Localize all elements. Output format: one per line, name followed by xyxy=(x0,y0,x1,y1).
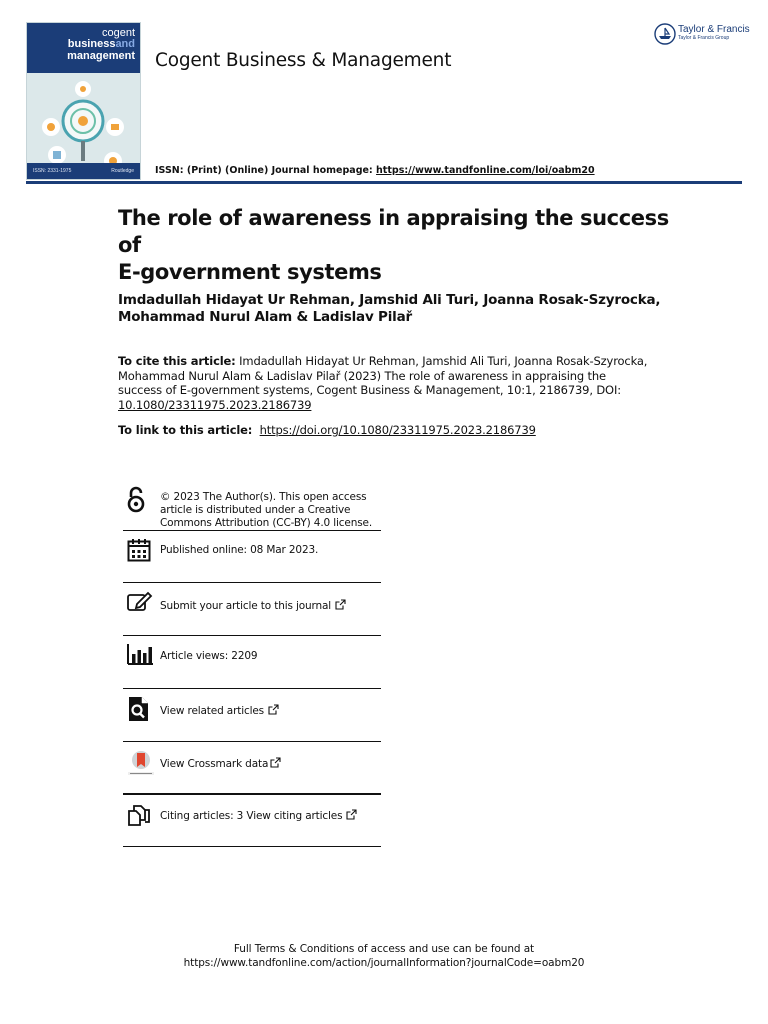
terms-footer xyxy=(0,942,768,970)
cover-line-1: cogent xyxy=(101,27,135,39)
crossmark-row[interactable] xyxy=(123,742,381,795)
open-access-text xyxy=(160,491,372,530)
issn-line xyxy=(155,165,595,176)
citing-row[interactable] xyxy=(123,795,381,847)
external-link-icon xyxy=(270,757,281,768)
cite-label: To cite this article: xyxy=(118,354,236,368)
authors-line-2: Mohammad Nurul Alam & Ladislav Pilař xyxy=(118,309,412,325)
external-link-icon xyxy=(346,809,357,820)
published-text: Published online: 08 Mar 2023. xyxy=(160,544,319,556)
article-title-line-1: The role of awareness in appraising the success of xyxy=(118,206,669,257)
crossmark-icon xyxy=(127,750,155,776)
publisher-group: Taylor & Francis Group xyxy=(678,35,730,41)
header-divider xyxy=(26,181,742,184)
submit-row[interactable] xyxy=(123,583,381,636)
publisher-name: Taylor & Francis xyxy=(678,24,750,35)
link-label: To link to this article: xyxy=(118,423,257,437)
journal-homepage-link[interactable]: https://www.tandfonline.com/loi/oabm20 xyxy=(376,165,595,176)
citing-articles-icon xyxy=(127,803,153,827)
tf-boat-icon xyxy=(654,23,676,45)
row-divider xyxy=(123,846,381,847)
citing-text[interactable] xyxy=(160,809,357,823)
calendar-icon xyxy=(127,538,151,562)
citing-label: Citing articles: 3 View citing articles xyxy=(160,810,343,822)
related-label: View related articles xyxy=(160,705,264,717)
cover-line-2 xyxy=(27,39,135,50)
cite-line-1: Imdadullah Hidayat Ur Rehman, Jamshid Ali Turi, Joanna Rosak-Szyrocka, xyxy=(235,354,648,368)
open-access-line-1: © 2023 The Author(s). This open access xyxy=(160,491,367,503)
cite-line-3: success of E-government systems, Cogent Business & Management, 10:1, 2186739, DOI: xyxy=(118,383,621,397)
cite-line-2: Mohammad Nurul Alam & Ladislav Pilař (2023) The role of awareness in appraising the xyxy=(118,368,606,383)
edit-icon xyxy=(127,591,153,613)
cover-publisher: Routledge xyxy=(111,168,134,174)
crossmark-text[interactable] xyxy=(160,757,281,771)
cover-masthead xyxy=(27,23,140,73)
article-title xyxy=(118,205,678,286)
article-link-line xyxy=(118,423,536,438)
article-title-line-2: E-government systems xyxy=(118,260,382,284)
article-authors xyxy=(118,292,678,326)
article-doi-link[interactable]: https://doi.org/10.1080/23311975.2023.2186739 xyxy=(259,423,536,437)
open-access-line-2: article is distributed under a Creative xyxy=(160,504,351,516)
views-text: Article views: 2209 xyxy=(160,650,258,662)
cover-footer-bar xyxy=(27,163,140,179)
open-access-row xyxy=(123,484,381,530)
search-document-icon xyxy=(128,696,150,722)
submit-label: Submit your article to this journal xyxy=(160,600,332,612)
bar-chart-icon xyxy=(127,644,153,666)
cover-issn: ISSN: 2331-1975 xyxy=(33,168,72,174)
cover-line-2a: business xyxy=(67,38,116,50)
footer-line-1: Full Terms & Conditions of access and use can be found at xyxy=(233,943,535,955)
publisher-logo[interactable] xyxy=(654,21,749,47)
open-access-line-3: Commons Attribution (CC-BY) 4.0 license. xyxy=(160,517,373,529)
citation-block xyxy=(118,354,658,412)
journal-title: Cogent Business & Management xyxy=(155,50,452,71)
submit-text[interactable] xyxy=(160,599,346,613)
views-row xyxy=(123,636,381,689)
published-row xyxy=(123,531,381,583)
authors-line-1: Imdadullah Hidayat Ur Rehman, Jamshid Ali Turi, Joanna Rosak-Szyrocka, xyxy=(118,292,661,308)
cite-doi-link[interactable]: 10.1080/23311975.2023.2186739 xyxy=(118,397,312,412)
issn-label: ISSN: (Print) (Online) Journal homepage: xyxy=(155,165,377,176)
related-row[interactable] xyxy=(123,689,381,742)
cover-line-3: management xyxy=(67,50,135,62)
related-text[interactable] xyxy=(160,704,279,718)
footer-terms-link[interactable]: https://www.tandfonline.com/action/journalInformation?journalCode=oabm20 xyxy=(183,957,585,969)
external-link-icon xyxy=(268,704,279,715)
cover-line-2b: and xyxy=(115,38,135,50)
crossmark-label: View Crossmark data xyxy=(160,758,269,770)
external-link-icon xyxy=(335,599,346,610)
journal-cover xyxy=(26,22,141,180)
open-access-icon xyxy=(126,486,146,514)
